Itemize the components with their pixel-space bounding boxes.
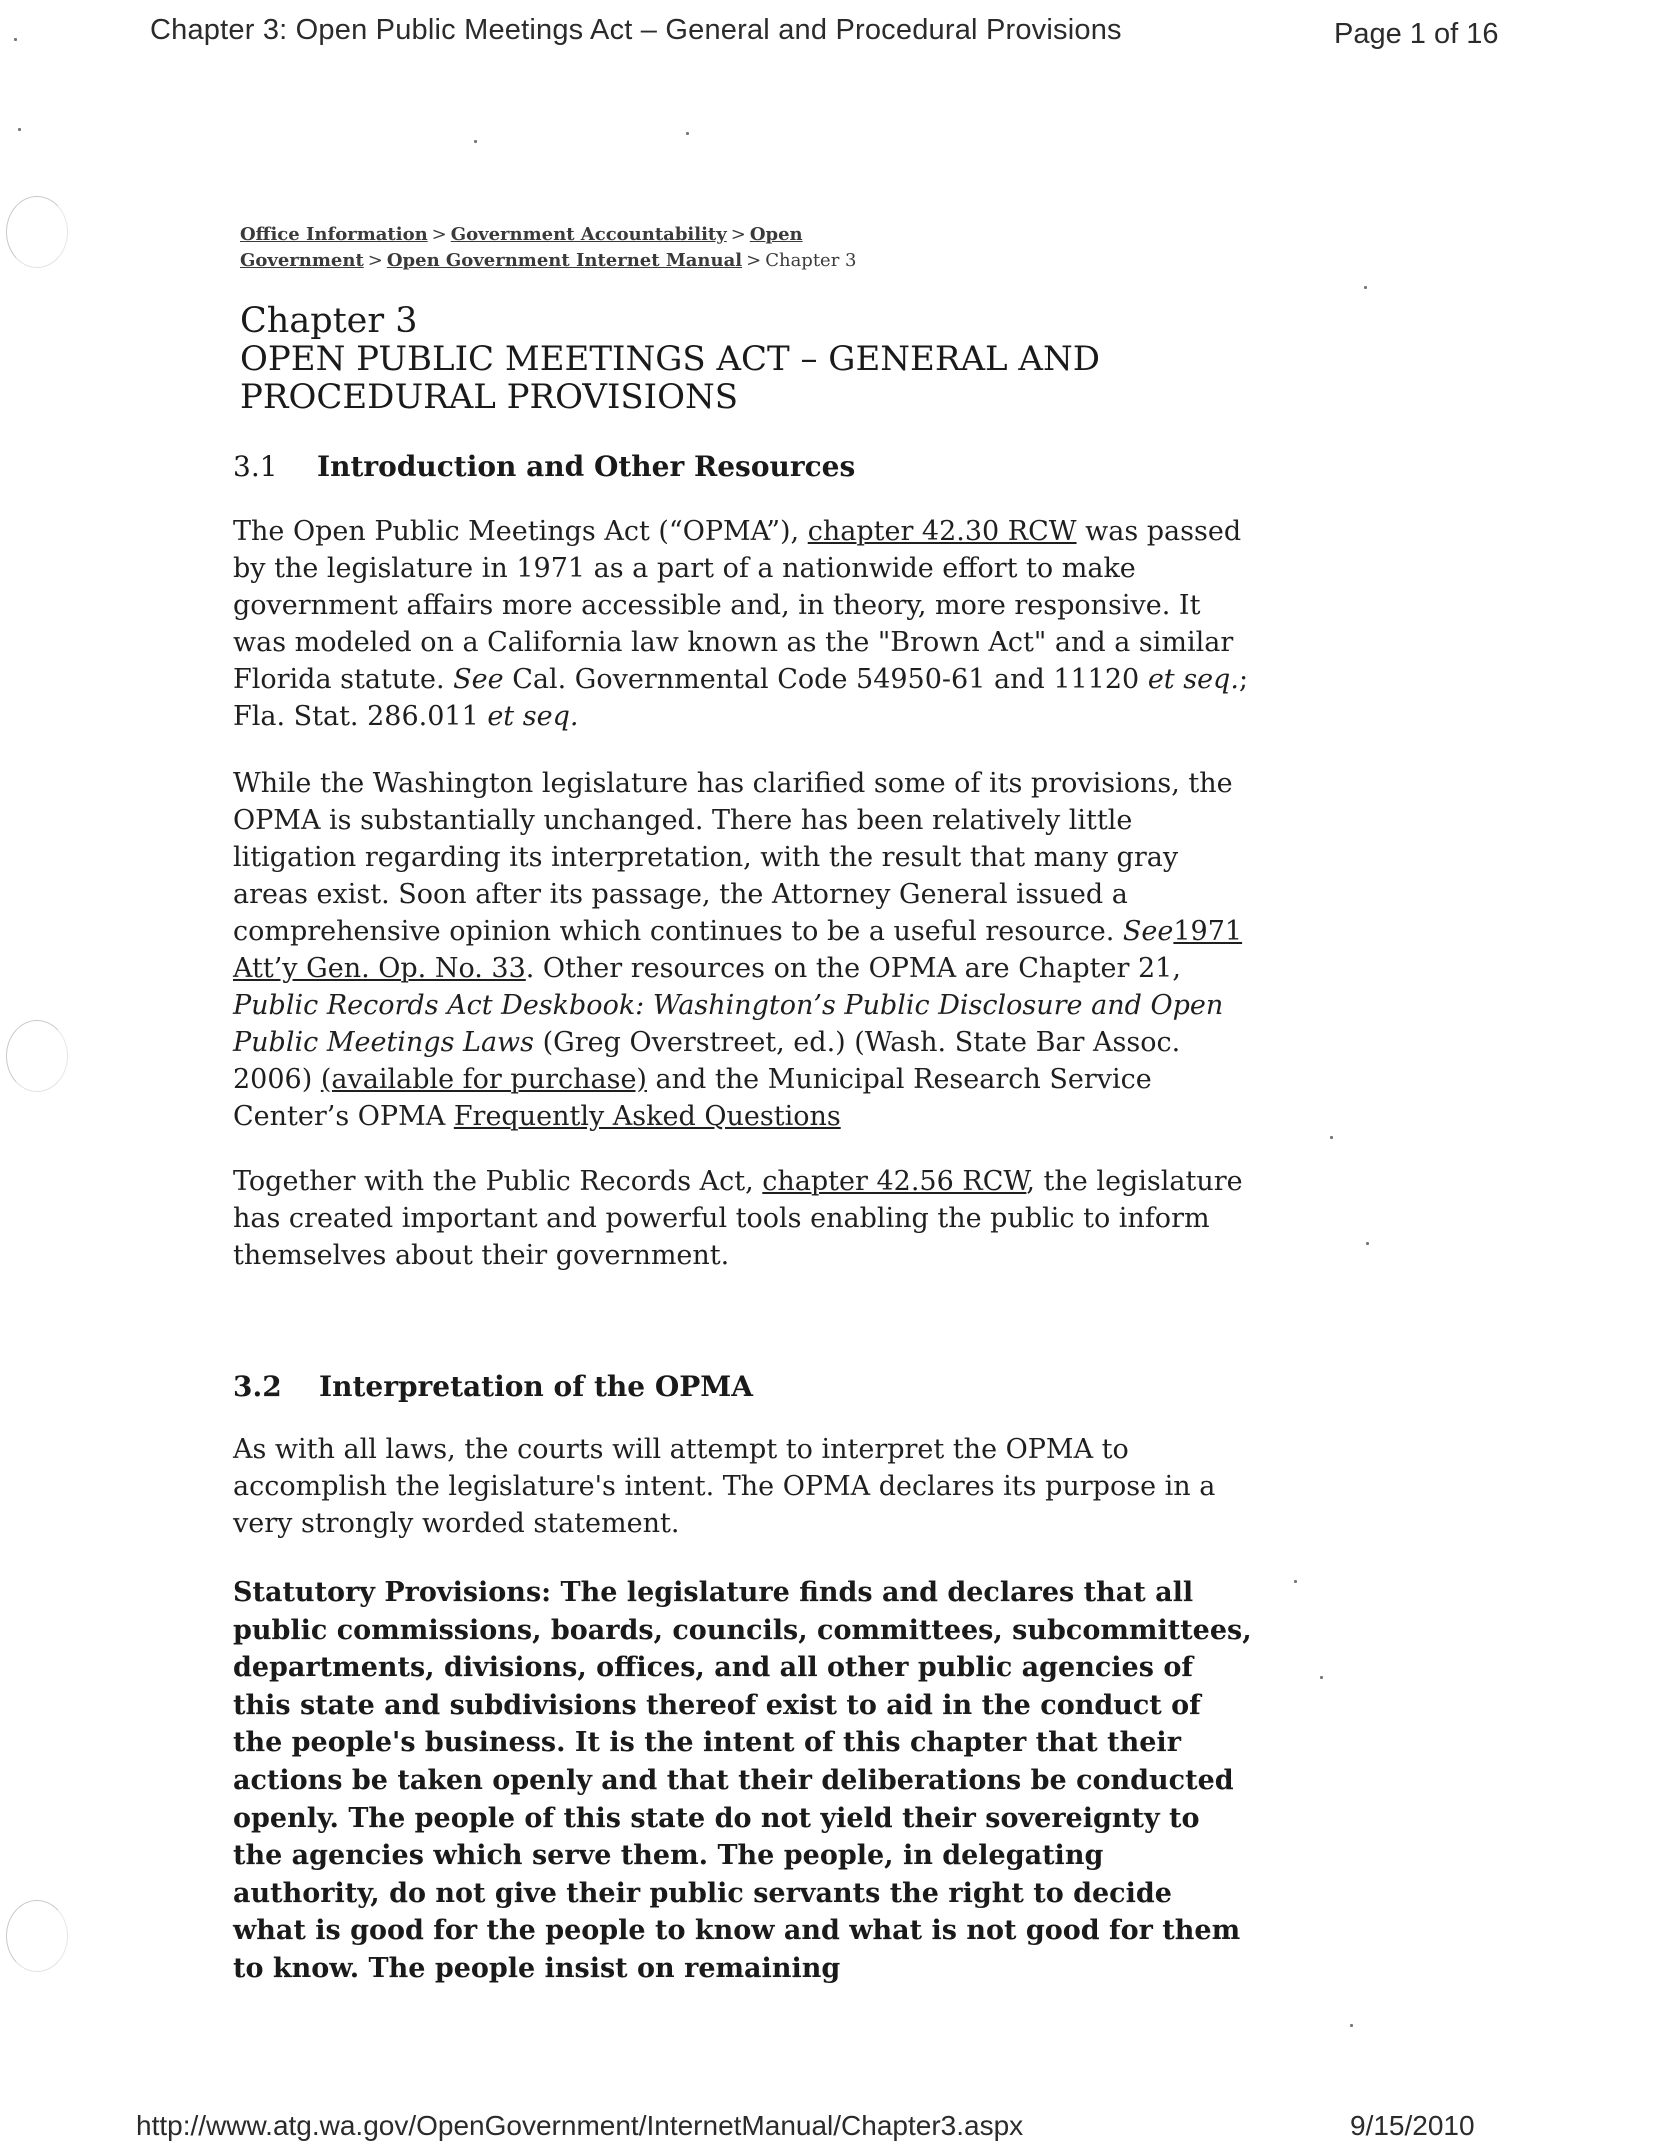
print-footer-url: http://www.atg.wa.gov/OpenGovernment/InternetManual/Chapter3.aspx [136, 2110, 1024, 2141]
link-chapter-42-56-rcw[interactable]: chapter 42.56 RCW [762, 1166, 1027, 1197]
chapter-title [240, 340, 1220, 416]
breadcrumb-open-government[interactable]: Open Government [240, 224, 803, 271]
scan-speck [686, 132, 689, 135]
binder-hole-middle [6, 1020, 68, 1092]
chapter-title-line: PROCEDURAL PROVISIONS [240, 377, 739, 417]
scan-speck [1364, 286, 1367, 289]
link-chapter-42-30-rcw[interactable]: chapter 42.30 RCW [807, 516, 1077, 547]
scan-speck [1366, 1242, 1369, 1245]
paragraph-public-records [233, 1163, 1253, 1274]
binder-hole-bottom [6, 1900, 68, 1972]
text-run: While the Washington legislature has clarified some of its provisions, the OPMA is substantially unchanged. There has been relatively little litigation regarding its interpretation, with the result that many gray areas exist. Soon after its passage, the Attorney General issued a comprehensive opinion which continues to be a useful resource. [233, 768, 1233, 947]
breadcrumb-internet-manual[interactable]: Open Government Internet Manual [386, 250, 743, 271]
scan-speck [1350, 2024, 1353, 2027]
section-number: 3.2 [233, 1370, 282, 1403]
breadcrumb-separator: > [431, 224, 447, 245]
scan-speck [474, 140, 477, 143]
text-run: The Open Public Meetings Act (“OPMA”), [233, 516, 808, 547]
scan-speck [14, 38, 17, 41]
paragraph-intro [233, 513, 1253, 735]
text-run: was passed by the legislature in 1971 as a part of a nationwide effort to make government affairs more accessible and, in theory, more responsive. It was modeled on a California law known as the "Brown Act" and a similar Florida statute. [233, 516, 1242, 695]
breadcrumb [240, 222, 880, 274]
chapter-title-line: OPEN PUBLIC MEETINGS ACT – GENERAL AND [240, 339, 1100, 379]
scan-speck [1294, 1580, 1297, 1583]
print-page-number: Page 1 of 16 [1334, 18, 1499, 50]
section-title: Interpretation of the OPMA [319, 1370, 754, 1403]
binder-hole-top [6, 196, 68, 268]
text-run-italic: Public Records Act Deskbook: Washington’s Public Disclosure and Open Public Meetings Laws [233, 990, 1224, 1058]
breadcrumb-separator: > [746, 250, 762, 271]
text-run: (Greg Overstreet, ed.) (Wash. State Bar Assoc. 2006) [233, 1027, 1181, 1095]
breadcrumb-separator: > [730, 224, 746, 245]
text-run: . Other resources on the OPMA are Chapter 21, [525, 953, 1181, 984]
text-run-italic: et seq. [487, 701, 579, 732]
breadcrumb-current: Chapter 3 [765, 250, 857, 271]
statutory-provisions: Statutory Provisions: The legislature finds and declares that all public commissions, boards, councils, committees, subcommittees, departments, divisions, offices, and all other public agencies of this state and subdivisions thereof exist to aid in the conduct of the people's business. It is the intent of this chapter that their actions be taken openly and that their deliberations be conducted openly. The people of this state do not yield their sovereignty to the agencies which serve them. The people, in delegating authority, do not give their public servants the right to decide what is good for the people to know and what is not good for them to know. The people insist on remaining [233, 1577, 1252, 1984]
text-run: , the legislature has created important and powerful tools enabling the public to inform themselves about their government. [233, 1166, 1243, 1271]
text-run: Cal. Governmental Code 54950-61 and 11120 [503, 664, 1148, 695]
section-heading-3-2 [233, 1370, 1253, 1403]
link-frequently-asked-questions[interactable]: Frequently Asked Questions [453, 1101, 841, 1132]
print-header-title: Chapter 3: Open Public Meetings Act – General and Procedural Provisions [150, 14, 1122, 46]
link-1971-ag-opinion[interactable]: 1971 Att’y Gen. Op. No. 33 [233, 916, 1243, 984]
breadcrumb-government-accountability[interactable]: Government Accountability [450, 224, 727, 245]
chapter-number: Chapter 3 [240, 301, 418, 341]
section-heading-3-1 [233, 450, 1253, 483]
scan-speck [1330, 1136, 1333, 1139]
section-title: Introduction and Other Resources [317, 450, 856, 483]
paragraph-interpretation: As with all laws, the courts will attempt to interpret the OPMA to accomplish the legislature's intent. The OPMA declares its purpose in a very strongly worded statement. [233, 1434, 1216, 1539]
scan-speck [1320, 1676, 1323, 1679]
text-run: and the Municipal Research Service Center’s OPMA [233, 1064, 1152, 1132]
section-number: 3.1 [233, 450, 278, 483]
text-run: ; Fla. Stat. 286.011 [233, 664, 1249, 732]
document-body [233, 222, 1253, 1988]
scan-speck [18, 128, 21, 131]
print-footer-date: 9/15/2010 [1350, 2110, 1475, 2141]
text-run-italic: See [1122, 916, 1174, 947]
text-run-italic: See [453, 664, 504, 695]
breadcrumb-office-information[interactable]: Office Information [240, 224, 428, 245]
breadcrumb-separator: > [367, 250, 383, 271]
link-available-for-purchase[interactable]: (available for purchase) [320, 1064, 647, 1095]
text-run: Together with the Public Records Act, [233, 1166, 763, 1197]
text-run-italic: et seq. [1147, 664, 1239, 695]
paragraph-resources [233, 765, 1253, 1135]
